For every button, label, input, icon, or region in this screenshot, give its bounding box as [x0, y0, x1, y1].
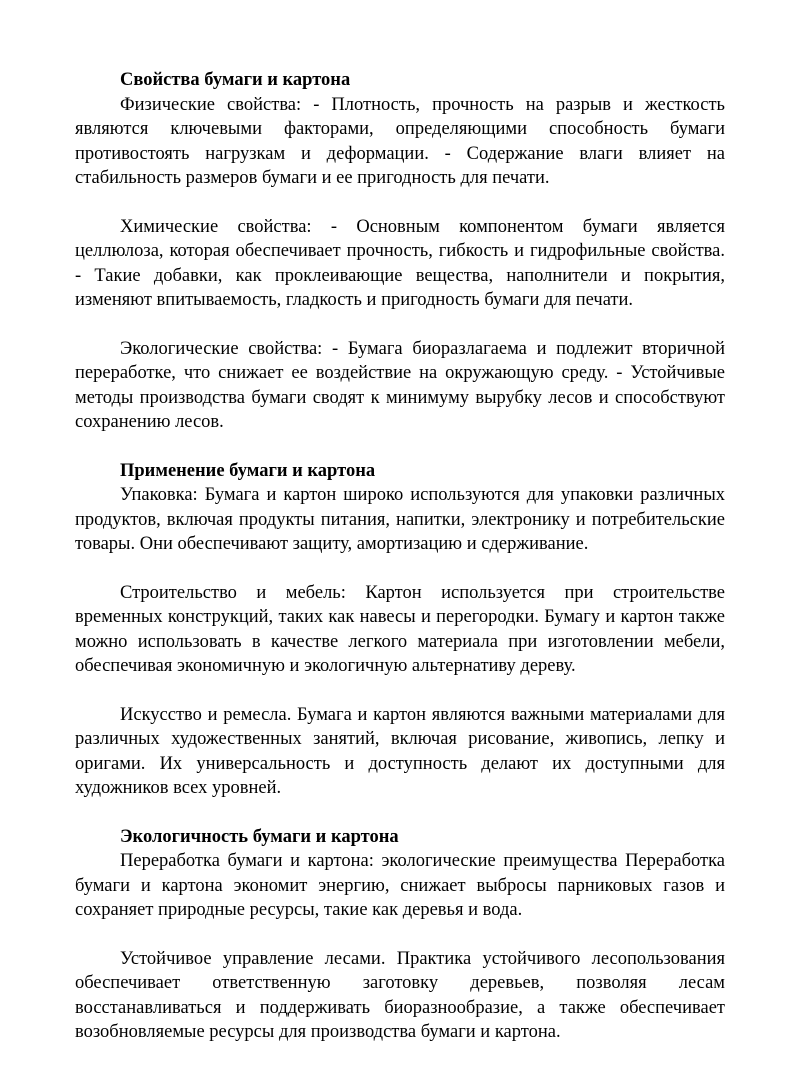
section-properties	[75, 68, 725, 435]
paragraph: Физические свойства: - Плотность, прочность на разрыв и жесткость являются ключевыми факторами, определяющими способность бумаги противостоять нагрузкам и деформации. - Содержание влаги влияет на стабильность размеров бумаги и ее пригодность для печати.	[75, 94, 725, 188]
section-heading: Применение бумаги и картона	[120, 460, 376, 481]
paragraph: Искусство и ремесла. Бумага и картон являются важными материалами для различных художественных занятий, включая рисование, живопись, лепку и оригами. Их универсальность и доступность делают их доступными для художников всех уровней.	[75, 704, 725, 798]
section-applications	[75, 459, 725, 801]
paragraph: Упаковка: Бумага и картон широко используются для упаковки различных продуктов, включая продукты питания, напитки, электронику и потребительские товары. Они обеспечивают защиту, амортизацию и сдерживание.	[75, 485, 725, 554]
paragraph: Экологические свойства: - Бумага биоразлагаема и подлежит вторичной переработке, что снижает ее воздействие на окружающую среду. - Устойчивые методы производства бумаги сводят к минимуму вырубку лесов и способствуют сохранению лесов.	[75, 338, 725, 432]
section-heading: Свойства бумаги и картона	[120, 70, 351, 90]
section-ecology	[75, 825, 725, 1045]
paragraph: Строительство и мебель: Картон используется при строительстве временных конструкций, таких как навесы и перегородки. Бумагу и картон также можно использовать в качестве легкого материала при изготовлении мебели, обеспечивая экономичную и экологичную альтернативу дереву.	[75, 582, 725, 676]
paragraph: Химические свойства: - Основным компонентом бумаги является целлюлоза, которая обеспечивает прочность, гибкость и гидрофильные свойства. - Такие добавки, как проклеивающие вещества, наполнители и покрытия, изменяют впитываемость, гладкость и пригодность бумаги для печати.	[75, 216, 725, 310]
document-page	[75, 68, 725, 1069]
section-heading: Экологичность бумаги и картона	[120, 826, 399, 847]
paragraph: Устойчивое управление лесами. Практика устойчивого лесопользования обеспечивает ответственную заготовку деревьев, позволяя лесам восстанавливаться и поддерживать биоразнообразие, а также обеспечивает возобновляемые ресурсы для производства бумаги и картона.	[75, 948, 725, 1042]
paragraph: Переработка бумаги и картона: экологические преимущества Переработка бумаги и картона экономит энергию, снижает выбросы парниковых газов и сохраняет природные ресурсы, такие как деревья и вода.	[75, 851, 725, 920]
